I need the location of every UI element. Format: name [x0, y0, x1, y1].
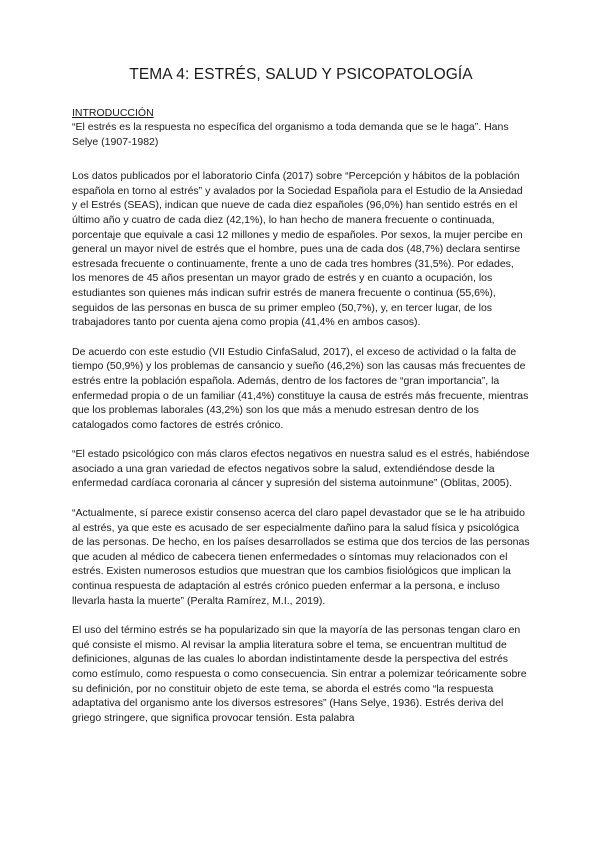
intro-quote: “El estrés es la respuesta no específica del organismo a toda demanda que se le haga”. Hans Selye (1907-1982) — [72, 121, 509, 148]
paragraph-definition: El uso del término estrés se ha popularizado sin que la mayoría de las personas tengan claro en qué consiste el mismo. Al revisar la amplia literatura sobre el tema, se encuentran multitud de definiciones, algunas de las cuales lo abordan indistintamente desde la perspectiva del estrés como estímulo, como respuesta o como consecuencia. Sin entrar a polemizar teóricamente sobre su definición, por no constituir objeto de este tema, se aborda el estrés como “la respuesta adaptativa del organismo ante los diversos estresores” (Hans Selye, 1936). Estrés deriva del griego stringere, que significa provocar tensión. Esta palabra — [72, 624, 527, 724]
paragraph-oblitas-quote: “El estado psicológico con más claros efectos negativos en nuestra salud es el estrés, habiéndose asociado a una gran variedad de efectos negativos sobre la salud, extendiéndose desde la enfermedad cardíaca coronaria al cáncer y supresión del sistema autoinmune” (Oblitas, 2005). — [72, 448, 530, 490]
page-title: TEMA 4: ESTRÉS, SALUD Y PSICOPATOLOGÍA — [129, 66, 473, 83]
paragraph-cinfa-data: Los datos publicados por el laboratorio Cinfa (2017) sobre “Percepción y hábitos de la población española en torno al estrés” y avalados por la Sociedad Española para el Estudio de la Ansiedad y el Estrés (SEAS), indican que nueve de cada diez españoles (96,0%) han sentido estrés en el último año y cuatro de cada diez (42,1%), lo han hecho de manera frecuente o continuada, porcentaje que equivale a casi 12 millones y medio de españoles. Por sexos, la mujer percibe en general un mayor nivel de estrés que el hombre, pues una de cada dos (48,7%) declara sentirse estresada frecuente o continuamente, frente a uno de cada tres hombres (31,5%). Por edades, los menores de 45 años presentan un mayor grado de estrés y en cuanto a ocupación, los estudiantes son quienes más indican sufrir estrés de manera frecuente o continua (55,6%), seguidos de las personas en busca de su primer empleo (50,7%), y, en tercer lugar, de los trabajadores tanto por cuenta ajena como propia (41,4% en ambos casos). — [72, 170, 523, 329]
section-heading-introduccion: INTRODUCCIÓN — [72, 107, 154, 119]
paragraph-stress-causes: De acuerdo con este estudio (VII Estudio CinfaSalud, 2017), el exceso de actividad o la falta de tiempo (50,9%) y los problemas de cansancio y sueño (46,2%) son las causas más frecuentes de estrés entre la población española. Además, dentro de los factores de “gran importancia”, la enfermedad propia o de un familiar (41,4%) constituye la causa de estrés más frecuente, mientras que los problemas laborales (43,2%) son los que más a menudo estresan dentro de los catalogados como factores de estrés crónico. — [72, 345, 529, 431]
paragraph-peralta-quote: “Actualmente, sí parece existir consenso acerca del claro papel devastador que se le ha atribuido al estrés, ya que este es acusado de ser especialmente dañino para la salud física y psicológica de las personas. De hecho, en los países desarrollados se estima que dos tercios de las personas que acuden al médico de cabecera tienen enfermedades o síntomas muy relacionados con el estrés. Existen numerosos estudios que muestran que los cambios fisiológicos que implican la continua respuesta de adaptación al estrés crónico pueden enfermar a la persona, e incluso llevarla hasta la muerte” (Peralta Ramírez, M.I., 2019). — [72, 507, 530, 607]
